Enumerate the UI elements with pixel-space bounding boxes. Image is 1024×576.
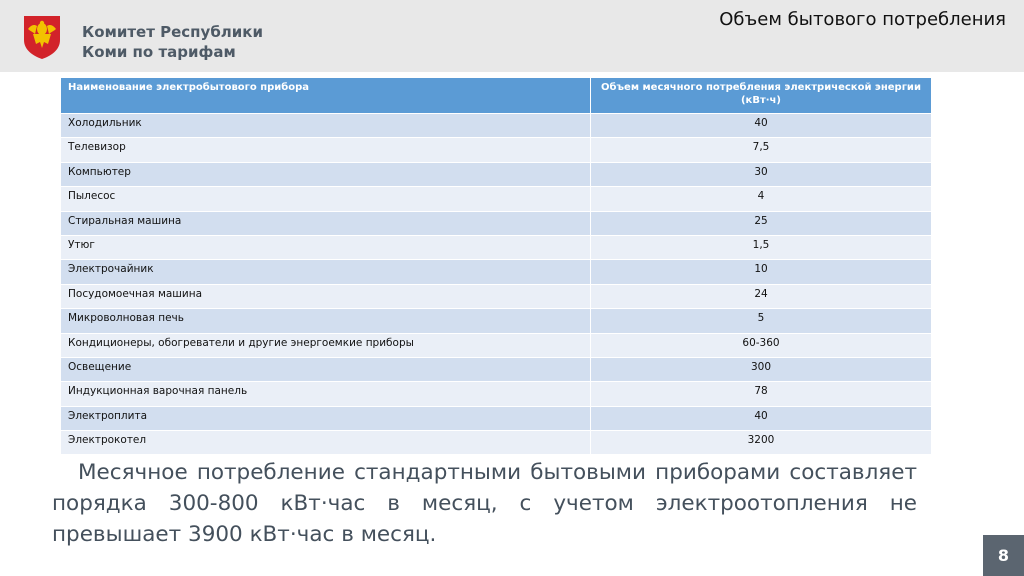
table-row: [61, 406, 932, 430]
consumption-value: 1,5: [591, 235, 932, 259]
slide-header: [0, 0, 1024, 72]
appliance-name: Освещение: [61, 357, 591, 381]
table-row: [61, 211, 932, 235]
table-row: [61, 260, 932, 284]
table-row: [61, 382, 932, 406]
consumption-value: 3200: [591, 431, 932, 455]
appliance-name: Электрокотел: [61, 431, 591, 455]
consumption-value: 24: [591, 284, 932, 308]
appliance-name: Электрочайник: [61, 260, 591, 284]
slide-title: Объем бытового потребления: [719, 9, 1006, 30]
table-row: [61, 357, 932, 381]
table-row: [61, 138, 932, 162]
consumption-value: 10: [591, 260, 932, 284]
consumption-value: 30: [591, 162, 932, 186]
table-row: [61, 114, 932, 138]
table-row: [61, 309, 932, 333]
appliance-name: Утюг: [61, 235, 591, 259]
table-row: [61, 333, 932, 357]
appliance-name: Холодильник: [61, 114, 591, 138]
summary-text: Месячное потребление стандартными бытовыми приборами составляет порядка 300-800 кВт·час в месяц, с учетом электроотопления не превышает 3900 кВт·час в месяц.: [52, 460, 917, 547]
column-header-appliance: Наименование электробытового прибора: [61, 78, 591, 114]
appliance-name: Пылесос: [61, 187, 591, 211]
consumption-value: 25: [591, 211, 932, 235]
table-row: [61, 284, 932, 308]
appliance-name: Кондиционеры, обогреватели и другие энергоемкие приборы: [61, 333, 591, 357]
appliance-name: Индукционная варочная панель: [61, 382, 591, 406]
column-header-consumption: Объем месячного потребления электрической энергии (кВт·ч): [591, 78, 932, 114]
consumption-value: 40: [591, 114, 932, 138]
table-row: [61, 187, 932, 211]
consumption-value: 300: [591, 357, 932, 381]
appliance-name: Электроплита: [61, 406, 591, 430]
table-row: [61, 162, 932, 186]
consumption-value: 7,5: [591, 138, 932, 162]
table-row: [61, 235, 932, 259]
appliance-name: Микроволновая печь: [61, 309, 591, 333]
consumption-value: 4: [591, 187, 932, 211]
consumption-value: 40: [591, 406, 932, 430]
komi-coat-of-arms-icon: [22, 14, 62, 60]
consumption-value: 60-360: [591, 333, 932, 357]
appliance-name: Телевизор: [61, 138, 591, 162]
table-header-row: [61, 78, 932, 114]
appliance-consumption-table: [60, 77, 932, 455]
page-number: 8: [983, 535, 1024, 576]
appliance-name: Компьютер: [61, 162, 591, 186]
table-row: [61, 431, 932, 455]
organization-name: [82, 22, 263, 62]
consumption-value: 5: [591, 309, 932, 333]
appliance-name: Посудомоечная машина: [61, 284, 591, 308]
org-name-line2: Коми по тарифам: [82, 43, 236, 61]
consumption-value: 78: [591, 382, 932, 406]
org-name-line1: Комитет Республики: [82, 23, 263, 41]
appliance-name: Стиральная машина: [61, 211, 591, 235]
